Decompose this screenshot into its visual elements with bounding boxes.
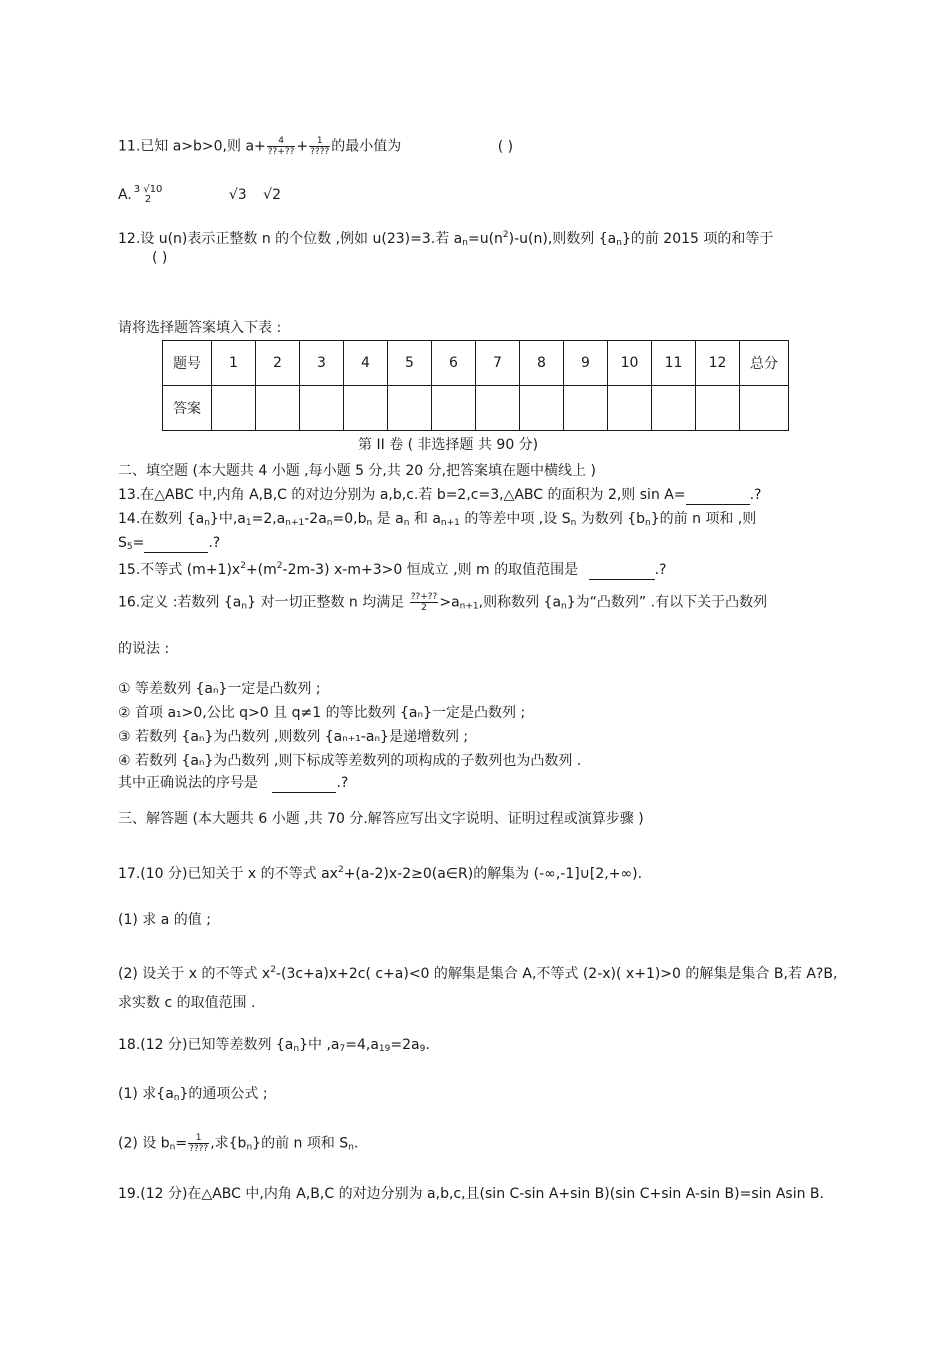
q15-end: .? — [654, 562, 667, 578]
q12-text-d: }的前 2015 项的和等于 — [621, 231, 774, 247]
q16-d: ,则称数列 {a — [478, 594, 562, 611]
q18-sub: 9 — [419, 1044, 426, 1054]
q14-e: =0,b — [332, 511, 367, 527]
q18-p2-d: }的前 n 项和 S — [252, 1135, 349, 1152]
answer-table — [162, 340, 789, 431]
q15-b: +(m — [245, 562, 277, 578]
q14-sub: n+1 — [285, 518, 305, 528]
q17-part2-line2: 求实数 c 的取值范围 . — [118, 995, 256, 1011]
table-header-cell: 11 — [652, 341, 696, 386]
q14-sub: n — [645, 518, 651, 528]
question-17 — [118, 861, 642, 883]
answer-cell[interactable] — [696, 386, 740, 431]
q14-j: }的前 n 项和 ,则 — [650, 511, 757, 527]
q11-option-a-fraction — [133, 185, 164, 205]
q18-sub: 19 — [378, 1044, 391, 1054]
q14-sub: 1 — [245, 518, 252, 528]
q18-sub: n — [348, 1142, 354, 1153]
q18-e: . — [425, 1037, 430, 1053]
q11-answer-paren: ( ) — [497, 138, 514, 155]
q16-end: .? — [336, 775, 349, 791]
q16-a: 16.定义 :若数列 {a — [118, 594, 242, 611]
q17-p2-b: -(3c+a)x+2c( c+a)<0 的解集是集合 A,不等式 (2-x)( x+1)>0 的解集是集合 B,若 A?B, — [275, 966, 838, 982]
q18-frac-den: ???? — [189, 1144, 209, 1154]
answer-cell[interactable] — [300, 386, 344, 431]
table-header-cell: 1 — [212, 341, 256, 386]
table-header-cell: 9 — [564, 341, 608, 386]
answer-cell[interactable] — [520, 386, 564, 431]
answer-cell[interactable] — [476, 386, 520, 431]
q11-frac1-num: 4 — [267, 136, 296, 147]
q12-sub-n2: n — [616, 238, 622, 248]
question-14 — [118, 510, 756, 532]
q11-option-b: √3 — [228, 187, 247, 203]
question-13 — [118, 486, 761, 505]
q17-a: 17.(10 分)已知关于 x 的不等式 ax — [118, 866, 338, 882]
question-18 — [118, 1036, 430, 1058]
q14-h: 的等差中项 ,设 S — [459, 511, 571, 527]
q15-answer-blank[interactable] — [589, 561, 655, 580]
q18-sub: n — [246, 1142, 253, 1153]
table-header-cell: 12 — [696, 341, 740, 386]
q13-end: .? — [749, 487, 762, 503]
q18-b: }中 ,a — [299, 1037, 340, 1053]
statement-item-3: ③ 若数列 {aₙ}为凸数列 ,则数列 {aₙ₊₁-aₙ}是递增数列 ; — [118, 729, 469, 745]
q15-sup: 2 — [240, 561, 246, 571]
q16-fraction — [410, 592, 439, 613]
q16-answer-line — [118, 774, 348, 793]
q16-b: } 对一切正整数 n 均满足 — [247, 594, 405, 611]
answer-cell[interactable] — [212, 386, 256, 431]
q14-sub: n — [204, 518, 210, 528]
q18-p1-b: }的通项公式 ; — [179, 1086, 268, 1102]
q14-sub: n — [403, 518, 410, 528]
section3-title: 三、解答题 (本大题共 6 小题 ,共 70 分.解答应写出文字说明、证明过程或演算步骤 ) — [118, 811, 644, 827]
answer-cell[interactable] — [740, 386, 789, 431]
q15-sup: 2 — [276, 561, 283, 571]
q13-answer-blank[interactable] — [686, 486, 750, 505]
q11-frac2-num: 1 — [309, 136, 330, 147]
q18-sub: 7 — [339, 1044, 346, 1054]
q14-f: 是 a — [372, 511, 404, 527]
table-header-cell: 4 — [344, 341, 388, 386]
q11-option-a-label: A. — [118, 187, 132, 203]
q18-c: =4,a — [345, 1037, 379, 1053]
q13-text: 13.在△ABC 中,内角 A,B,C 的对边分别为 a,b,c.若 b=2,c=3,△ABC 的面积为 2,则 sin A= — [118, 487, 686, 503]
q16-sub: n — [241, 601, 248, 612]
question-12 — [118, 226, 773, 252]
q11-prefix: 11.已知 a>b>0,则 a+ — [118, 138, 266, 155]
answer-cell[interactable] — [388, 386, 432, 431]
q14-i: 为数列 {b — [576, 511, 645, 527]
q14-line2-a: S — [118, 535, 127, 551]
statement-item-4: ④ 若数列 {aₙ}为凸数列 ,则下标成等差数列的项构成的子数列也为凸数列 . — [118, 753, 582, 769]
answer-table-answer-row — [163, 386, 789, 431]
answer-cell[interactable] — [256, 386, 300, 431]
q11-fraction-1 — [267, 136, 296, 157]
question-19: 19.(12 分)在△ABC 中,内角 A,B,C 的对边分别为 a,b,c,且(sin C-sin A+sin B)(sin C+sin A-sin B)=sin Asin B. — [118, 1186, 824, 1202]
q18-sub: n — [169, 1142, 176, 1153]
q11-fraction-2 — [309, 136, 330, 157]
answer-cell[interactable] — [564, 386, 608, 431]
answer-cell[interactable] — [344, 386, 388, 431]
q14-c: =2,a — [251, 511, 286, 527]
q16-answer-blank[interactable] — [272, 774, 336, 793]
q14-g: 和 a — [409, 511, 441, 527]
statement-item-1: ① 等差数列 {aₙ}一定是凸数列 ; — [118, 681, 321, 697]
q18-p1-a: (1) 求{a — [118, 1086, 174, 1102]
q15-a: 15.不等式 (m+1)x — [118, 562, 241, 578]
q12-sub-n: n — [462, 238, 468, 248]
q16-line2: 的说法 : — [118, 641, 170, 657]
q17-part2 — [118, 961, 837, 983]
q12-sup: 2 — [502, 230, 509, 240]
q16-sub: n+1 — [459, 601, 479, 612]
answer-table-header-row — [163, 341, 789, 386]
question-11 — [118, 136, 513, 157]
q17-p2-a: (2) 设关于 x 的不等式 x — [118, 966, 271, 982]
q14-a: 14.在数列 {a — [118, 511, 205, 527]
q18-sub: n — [173, 1093, 180, 1103]
table-header-cell: 6 — [432, 341, 476, 386]
q11-frac2-den: ???? — [310, 147, 330, 157]
q15-c: -2m-3) x-m+3>0 恒成立 ,则 m 的取值范围是 — [282, 562, 579, 578]
q18-sub: n — [293, 1044, 300, 1054]
q16-e: }为“凸数列” .有以下关于凸数列 — [566, 594, 768, 611]
table-header-cell: 3 — [300, 341, 344, 386]
table-header-cell: 题号 — [163, 341, 212, 386]
q11-options — [118, 185, 281, 205]
question-14-line2 — [118, 534, 220, 556]
q14-line2-sub: 5 — [126, 542, 133, 552]
q14-d: -2a — [304, 511, 327, 527]
q16-frac-num: ??+?? — [410, 592, 438, 602]
q18-frac-num: 1 — [188, 1133, 209, 1144]
table-header-cell: 8 — [520, 341, 564, 386]
q17-b: +(a-2)x-2≥0(a∈R)的解集为 (-∞,-1]∪[2,+∞). — [343, 866, 643, 882]
q14-sub: n — [366, 518, 373, 528]
table-header-cell: 总分 — [740, 341, 789, 386]
q18-p2-b: = — [175, 1135, 188, 1152]
q16-sub: n — [561, 601, 567, 612]
q12-text-c: )-u(n),则数列 {a — [508, 231, 617, 247]
answer-cell[interactable] — [432, 386, 476, 431]
section2-title: 二、填空题 (本大题共 4 小题 ,每小题 5 分,共 20 分,把答案填在题中横线上 ) — [118, 463, 596, 479]
q11-frac1-den: ??+?? — [267, 147, 295, 157]
q17-sup: 2 — [337, 865, 344, 875]
q14-sub: n+1 — [440, 518, 460, 528]
q16-frac-den: 2 — [421, 603, 427, 613]
q18-a: 18.(12 分)已知等差数列 {a — [118, 1037, 294, 1053]
q14-sub: n — [570, 518, 577, 528]
q14-answer-blank[interactable] — [144, 534, 208, 553]
answer-cell[interactable] — [608, 386, 652, 431]
q18-p2-e: . — [353, 1135, 359, 1152]
q11-option-a-num: 3 √10 — [133, 184, 163, 195]
answer-cell[interactable] — [652, 386, 696, 431]
q11-option-a-den: 2 — [144, 194, 152, 205]
q11-plus: + — [296, 138, 309, 155]
statement-item-2: ② 首项 a₁>0,公比 q>0 且 q≠1 的等比数列 {aₙ}一定是凸数列 ; — [118, 705, 526, 721]
q18-p2-a: (2) 设 b — [118, 1135, 170, 1152]
q12-answer-paren: ( ) — [152, 250, 168, 266]
question-16 — [118, 592, 767, 616]
q14-sub: n — [326, 518, 333, 528]
q11-option-c: √2 — [263, 187, 281, 203]
q12-text-b: =u(n — [467, 231, 503, 247]
q18-p2-c: ,求{b — [210, 1135, 247, 1152]
q11-suffix: 的最小值为 — [331, 138, 402, 155]
table-prompt: 请将选择题答案填入下表 : — [118, 320, 282, 336]
table-header-cell: 10 — [608, 341, 652, 386]
q18-fraction — [188, 1133, 209, 1154]
q16-end-text: 其中正确说法的序号是 — [118, 775, 258, 791]
q14-line2-end: .? — [208, 535, 221, 551]
q12-text-a: 12.设 u(n)表示正整数 n 的个位数 ,例如 u(23)=3.若 a — [118, 231, 463, 247]
q16-c: >a — [439, 594, 460, 611]
q17-part1: (1) 求 a 的值 ; — [118, 912, 211, 928]
q18-part1 — [118, 1085, 268, 1107]
table-header-cell: 7 — [476, 341, 520, 386]
q14-line2-b: = — [132, 535, 145, 551]
table-header-cell: 2 — [256, 341, 300, 386]
q18-d: =2a — [390, 1037, 420, 1053]
answer-row-label: 答案 — [163, 386, 212, 431]
q18-part2 — [118, 1133, 358, 1157]
part2-title: 第 II 卷 ( 非选择题 共 90 分) — [358, 437, 539, 453]
q17-p2-sup: 2 — [270, 965, 276, 975]
q14-b: }中,a — [209, 511, 246, 527]
question-15 — [118, 557, 666, 580]
table-header-cell: 5 — [388, 341, 432, 386]
